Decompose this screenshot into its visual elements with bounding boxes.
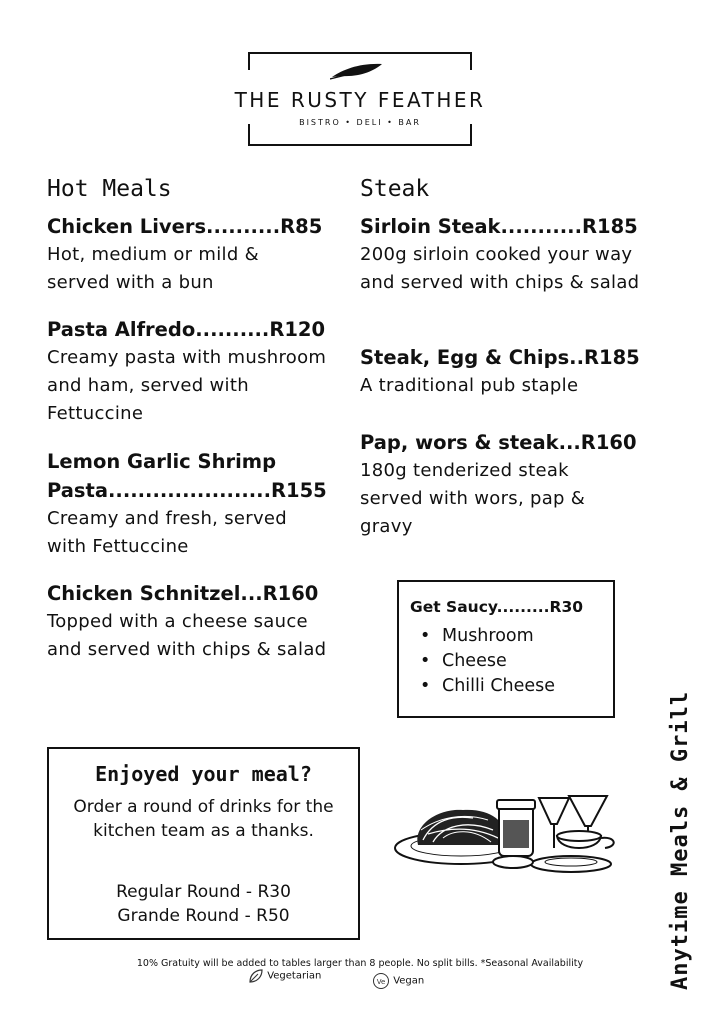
brand-tagline: BISTRO • DELI • BAR (299, 118, 421, 127)
footer-note: 10% Gratuity will be added to tables larger than 8 people. No split bills. *Seasonal Availability (136, 958, 584, 969)
list-item: • Cheese (420, 651, 507, 671)
kitchen-round-title: Enjoyed your meal? (95, 762, 312, 786)
menu-item-name: Steak, Egg & Chips..R185 (360, 346, 640, 369)
menu-item-desc: Creamy pasta with mushroom and ham, served with Fettuccine (47, 347, 327, 424)
grande-round-price: Grande Round - R50 (117, 906, 290, 926)
list-item: • Chilli Cheese (420, 676, 556, 696)
vegan-icon (372, 972, 390, 990)
menu-item-name: Chicken Livers..........R85 (47, 215, 323, 238)
vegan-legend (372, 972, 424, 990)
feather-icon (330, 61, 384, 81)
vegan-label: Vegan (393, 975, 425, 987)
kitchen-round-text: Order a round of drinks for the kitchen team as a thanks. (73, 797, 334, 841)
menu-item-desc: 200g sirloin cooked your way and served with chips & salad (360, 244, 640, 293)
vegan-icon-text: Ve (376, 978, 386, 986)
menu-item-name: Pasta Alfredo..........R120 (47, 318, 326, 341)
sauces-list (420, 624, 555, 699)
menu-item-name: Pasta......................R155 (47, 479, 327, 502)
menu-item-name: Sirloin Steak...........R185 (360, 215, 638, 238)
menu-item-desc: Creamy and fresh, served with Fettuccine (47, 508, 288, 557)
list-item: • Mushroom (420, 626, 534, 646)
menu-item-name: Lemon Garlic Shrimp (47, 450, 277, 473)
steak-title: Steak (360, 176, 430, 202)
menu-item-name: Pap, wors & steak...R160 (360, 431, 637, 454)
menu-item-desc: Topped with a cheese sauce and served with chips & salad (47, 611, 327, 660)
vegetarian-legend (248, 968, 321, 984)
brand-name: THE RUSTY FEATHER (224, 88, 496, 112)
menu-item-desc: Hot, medium or mild & served with a bun (47, 244, 259, 293)
menu-item-desc: A traditional pub staple (360, 375, 579, 396)
hot-meals-title: Hot Meals (47, 176, 172, 202)
kitchen-round-prices (55, 880, 352, 928)
leaf-icon (248, 968, 264, 984)
sauces-title: Get Saucy.........R30 (410, 598, 584, 616)
side-tagline: Anytime Meals & Grill (668, 690, 693, 990)
vegetarian-label: Vegetarian (267, 970, 322, 982)
food-illustration-icon (393, 790, 633, 890)
menu-item-desc: 180g tenderized steak served with wors, pap & gravy (360, 460, 586, 537)
menu-item-name: Chicken Schnitzel...R160 (47, 582, 319, 605)
regular-round-price: Regular Round - R30 (116, 882, 291, 902)
